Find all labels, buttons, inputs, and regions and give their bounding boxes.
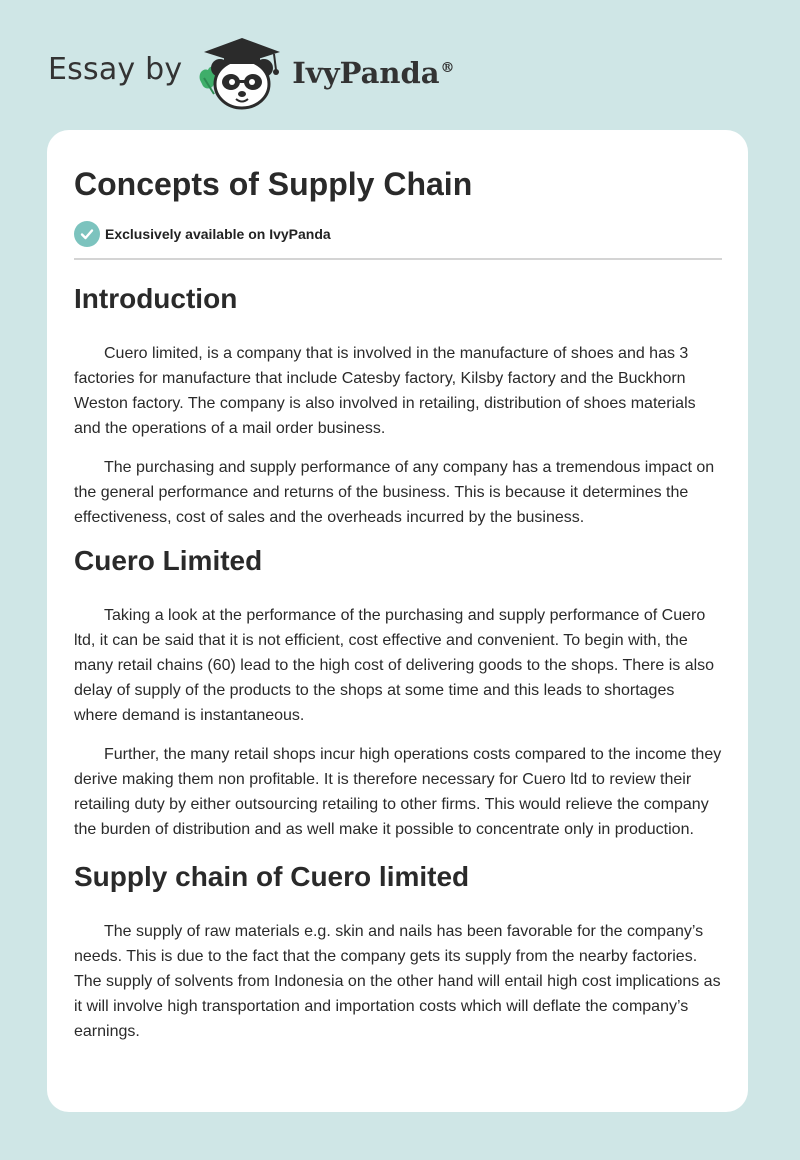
brand-name[interactable] xyxy=(292,56,454,90)
essay-card xyxy=(47,130,748,1112)
section-heading-introduction: Introduction xyxy=(74,283,238,314)
site-header xyxy=(48,34,455,110)
paragraph: Further, the many retail shops incur high operations costs compared to the income they derive making them non profitable. It is therefore necessary for Cuero ltd to review their retailing duty by either outsourcing retailing to other firms. This would relieve the company the burden of distribution and as well make it possible to concentrate only in production. xyxy=(74,746,722,838)
exclusive-label: Exclusively available on IvyPanda xyxy=(105,226,331,242)
section-heading-cuero-limited: Cuero Limited xyxy=(74,545,263,576)
essay-by-label: Essay by xyxy=(48,51,183,87)
registered-mark: ® xyxy=(440,60,455,77)
paragraph: The supply of raw materials e.g. skin and nails has been favorable for the company’s needs. This is due to the fact that the company gets its supply from the nearby factories. The supply of solvents from Indonesia on the other hand will entail high cost implications as it will involve high transportation and importation costs which will deflate the company’s earnings. xyxy=(74,923,721,1040)
title-divider xyxy=(74,258,722,260)
check-badge-icon xyxy=(74,221,100,247)
brand-label: IvyPanda xyxy=(292,56,440,90)
paragraph: The purchasing and supply performance of any company has a tremendous impact on the general performance and returns of the business. This is because it determines the effectiveness, cost of sales and the overheads incurred by the business. xyxy=(74,459,715,526)
essay-title: Concepts of Supply Chain xyxy=(74,166,473,202)
paragraph: Cuero limited, is a company that is involved in the manufacture of shoes and has 3 factories for manufacture that include Catesby factory, Kilsby factory and the Buckhorn Weston factory. The company is also involved in retailing, distribution of shoes materials and the operations of a mail order business. xyxy=(74,345,696,437)
ivypanda-logo-icon[interactable] xyxy=(196,34,288,110)
paragraph: Taking a look at the performance of the purchasing and supply performance of Cuero ltd, it can be said that it is not efficient, cost effective and convenient. To begin with, the many retail chains (60) lead to the high cost of delivering goods to the shops. There is also delay of supply of the products to the shops at some time and this leads to shortages where demand is instantaneous. xyxy=(74,607,715,724)
exclusive-badge xyxy=(74,220,722,248)
section-heading-supply-chain: Supply chain of Cuero limited xyxy=(74,861,470,892)
